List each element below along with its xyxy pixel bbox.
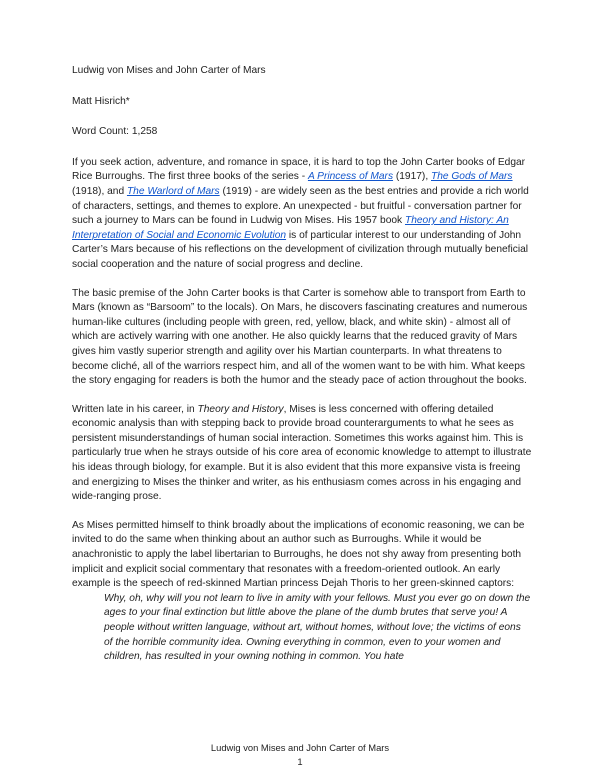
footer-title: Ludwig von Mises and John Carter of Mars [210, 742, 390, 753]
link-a-princess-of-mars[interactable]: A Princess of Mars [307, 171, 394, 183]
document-title: Ludwig von Mises and John Carter of Mars [72, 65, 266, 76]
paragraph-1-text-c: (1918), and [72, 185, 127, 197]
author-line: Matt Hisrich* [72, 95, 130, 107]
link-the-warlord-of-mars[interactable]: The Warlord of Mars [126, 185, 220, 197]
document-body [72, 64, 532, 665]
paragraph-1-text-e: is of particular interest to our understanding of John Carter’s Mars because of his reflections on the development of civilization through mutually beneficial social cooperation and the nature of social progress and decline. [72, 229, 529, 270]
paragraph-1-text-a: If you seek action, adventure, and romance in space, it is hard to top the John Carter books of Edgar Rice Burroughs. The first three books of the series - [72, 156, 526, 183]
paragraph-3-text-b: , Mises is less concerned with offering detailed economic analysis than with stepping back to provide broad counterarguments to what he sees as persistent misunderstandings of human social interaction. Sometimes this works against him. This is particularly true when he strays outside of his core area of economic knowledge to attempt to illustrate his ideas through biology, for example. But it is also evident that this more expansive vista is freeing and energizing to Mises the thinker and writer, as his enthusiasm comes across in his engaging and wide-ranging prose. [72, 403, 532, 503]
word-count: Word Count: 1,258 [72, 126, 158, 138]
page-number: 1 [297, 756, 303, 767]
paragraph-1-text-d: (1919) - are widely seen as the best entries and provide a rich world of characters, settings, and themes to explore. An unexpected - but fruitful - conversation partner for such a journey to Mars can be found in Ludwig von Mises. His 1957 book [72, 185, 529, 227]
paragraph-3-text-a: Written late in his career, in [72, 403, 198, 415]
link-the-gods-of-mars[interactable]: The Gods of Mars [431, 171, 513, 183]
paragraph-3 [72, 403, 532, 505]
paragraph-2: The basic premise of the John Carter books is that Carter is somehow able to transport from Earth to Mars (known as “Barsoom” to the locals). On Mars, he discovers fascinating creatures and numerous human-like cultures (including people with green, red, yellow, black, and white skin) - almost all of which are actively warring with one another. He also quickly learns that the reduced gravity of Mars gives him vastly superior strength and agility over his Martian counterparts. In what threatens to become cliché, all of the warriors respect him, and all of the women want to be with him. What keeps the story engaging for readers is both the humor and the steady pace of action throughout the books. [72, 287, 528, 387]
paragraph-4: As Mises permitted himself to think broadly about the implications of economic reasoning, we can be invited to do the same when thinking about an author such as Burroughs. While it would be anachronistic to apply the label libertarian to Burroughs, he does not shy away from presenting both implicit and explicit social commentary that resonates with a freedom-oriented outlook. An early example is the speech of red-skinned Martian princess Dejah Thoris to her green-skinned captors: [72, 519, 525, 590]
paragraph-1 [72, 156, 532, 273]
block-quote: Why, oh, why will you not learn to live in amity with your fellows. Must you ever go on down the ages to your final extinction but little above the plane of the dumb brutes that serve you! A people without written language, without art, without homes, without love; the victims of eons of the horrible community idea. Owning everything in common, even to your women and children, has resulted in your owning nothing in common. You hate [104, 592, 531, 663]
book-title-emphasis: Theory and History [197, 403, 284, 415]
link-theory-and-history[interactable]: Theory and History: An Interpretation of Social and Economic Evolution [72, 215, 509, 241]
paragraph-1-text-b: (1917), [393, 171, 431, 183]
